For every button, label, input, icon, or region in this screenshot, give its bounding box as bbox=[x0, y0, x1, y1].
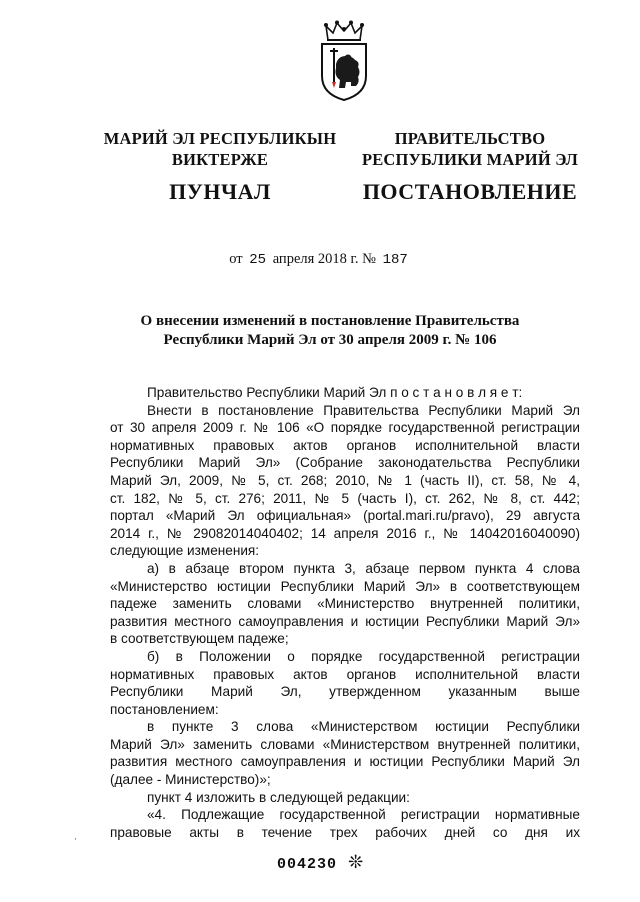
body-line: падеже заменить словами «Министерство внутренней политики, bbox=[110, 596, 580, 612]
body-line: пункт 4 изложить в следующей редакции: bbox=[147, 789, 410, 805]
body-line: правовые акты в течение трех рабочих дней со дня их bbox=[110, 824, 580, 840]
body-line: Марий Эл» заменить словами «Министерством внутренней политики, bbox=[110, 736, 580, 752]
body-line: от 30 апреля 2009 г. № 106 «О порядке государственной регистрации bbox=[110, 420, 580, 436]
body-line: «4. Подлежащие государственной регистрации нормативные bbox=[147, 807, 580, 823]
body-line: портал «Марий Эл официальная» (portal.mari.ru/pravo), 29 августа bbox=[110, 508, 580, 524]
header-left-doc-type: ПУНЧАЛ bbox=[169, 179, 271, 204]
title-line2: Республики Марий Эл от 30 апреля 2009 г. № 106 bbox=[163, 332, 497, 348]
footer-serial-code: 004230 bbox=[277, 856, 338, 873]
body-line: в соответствующем падеже; bbox=[110, 631, 289, 647]
footer-asterisk-icon: ❊ bbox=[348, 852, 364, 873]
body-line: Марий Эл, 2009, № 5, ст. 268; 2010, № 1 (часть II), ст. 58, № 4, bbox=[110, 472, 580, 488]
body-line: Республики Марий Эл, утвержденном указанным выше bbox=[110, 684, 580, 700]
body-line: (далее - Министерство)»; bbox=[110, 772, 271, 788]
header-right-doc-type: ПОСТАНОВЛЕНИЕ bbox=[362, 179, 578, 204]
document-title bbox=[80, 312, 580, 350]
document-number: 187 bbox=[382, 252, 408, 268]
body-line: Внести в постановление Правительства Республики Марий Эл bbox=[147, 402, 580, 418]
body-line: постановлением: bbox=[110, 701, 219, 717]
body-line: б) в Положении о порядке государственной регистрации bbox=[147, 648, 580, 664]
header-right-block bbox=[350, 128, 590, 205]
coat-of-arms-bear-icon bbox=[318, 20, 370, 102]
date-day: 25 bbox=[249, 252, 267, 268]
date-line bbox=[0, 251, 640, 268]
header-left-line2: ВИКТЕРЖЕ bbox=[171, 150, 269, 169]
header-left-line1: МАРИЙ ЭЛ РЕСПУБЛИКЫН bbox=[103, 129, 337, 148]
body-line: в пункте 3 слова «Министерством юстиции Республики bbox=[147, 719, 580, 735]
body-line: развития местного самоуправления и юстиции Республики Марий Эл bbox=[110, 754, 580, 770]
date-month-year: апреля 2018 г. № bbox=[272, 251, 376, 267]
body-line: 2014 г., № 29082014040402; 14 апреля 2016 г., № 14042016040090) bbox=[110, 525, 580, 541]
body-line: ст. 182, № 5, ст. 276; 2011, № 5 (часть I), ст. 262, № 8, ст. 442; bbox=[110, 490, 580, 506]
body-line: развития местного самоуправления и юстиции Республики Марий Эл» bbox=[110, 613, 580, 629]
date-prefix: от bbox=[229, 251, 243, 267]
header-right-line1: ПРАВИТЕЛЬСТВО bbox=[394, 129, 546, 148]
body-line: нормативных правовых актов органов исполнительной власти bbox=[110, 666, 580, 682]
body-line: Республики Марий Эл» (Собрание законодательства Республики bbox=[110, 455, 580, 471]
header-right-line2: РЕСПУБЛИКИ МАРИЙ ЭЛ bbox=[361, 150, 579, 169]
title-line1: О внесении изменений в постановление Правительства bbox=[140, 313, 520, 329]
document-body bbox=[110, 384, 580, 841]
margin-mark: · bbox=[74, 835, 77, 845]
body-line: Правительство Республики Марий Эл п о с т а н о в л я е т: bbox=[147, 385, 523, 400]
header-left-block bbox=[95, 128, 345, 205]
body-line: «Министерство юстиции Республики Марий Эл» в соответствующем bbox=[110, 578, 580, 594]
body-line: а) в абзаце втором пункта 3, абзаце первом пункта 4 слова bbox=[147, 560, 580, 576]
body-line: следующие изменения: bbox=[110, 543, 260, 559]
body-line: нормативных правовых актов органов исполнительной власти bbox=[110, 437, 580, 453]
